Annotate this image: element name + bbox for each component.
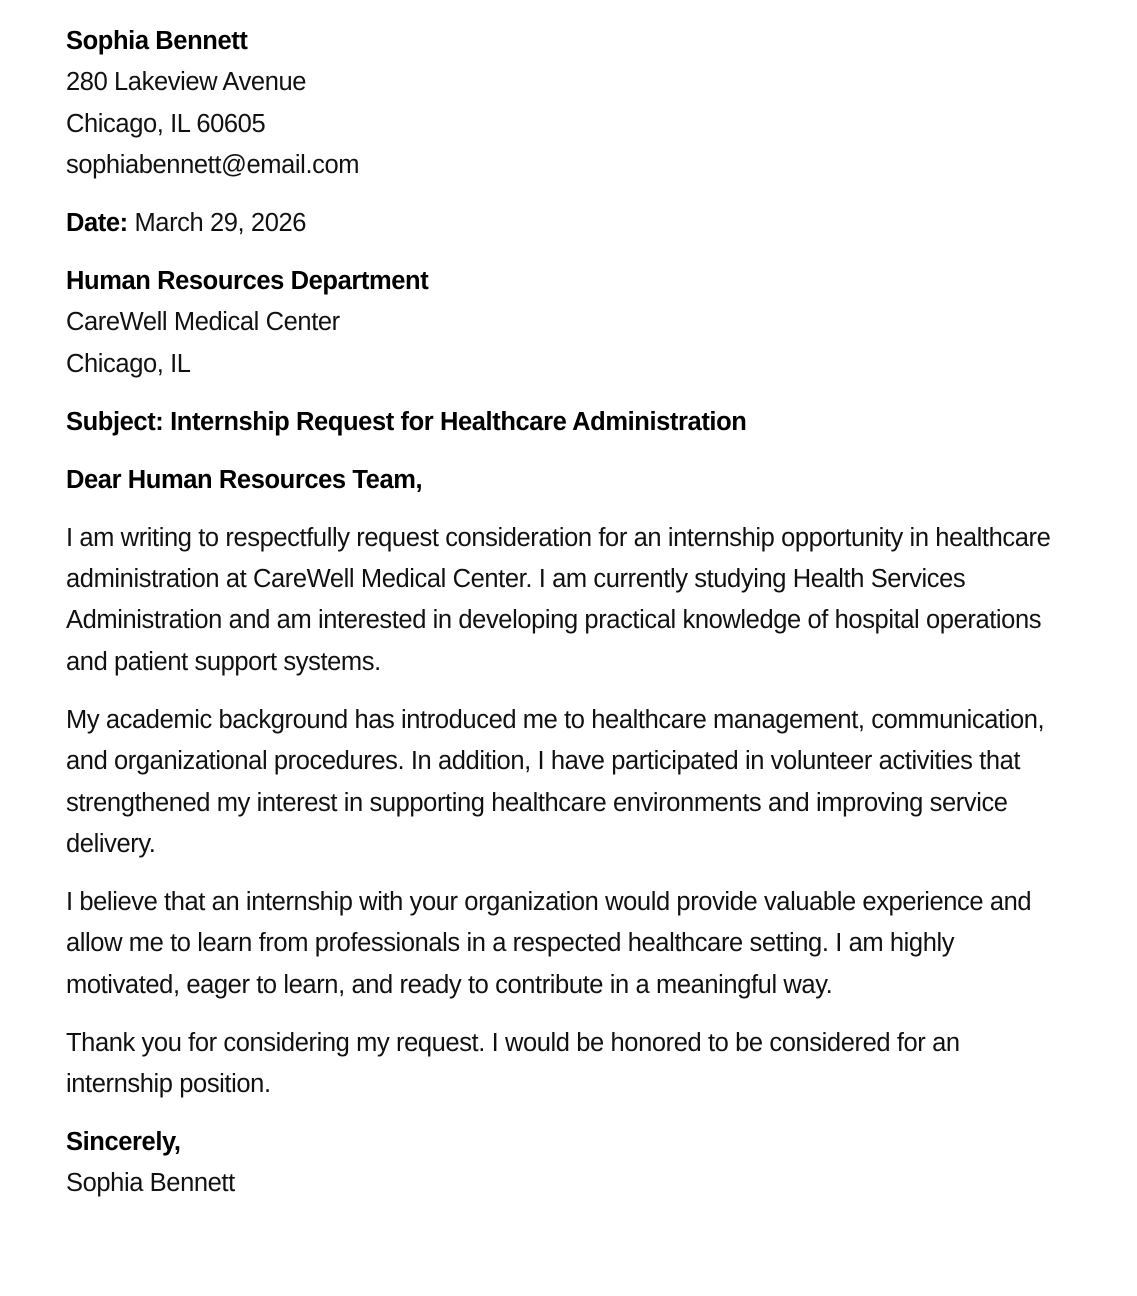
recipient-location: Chicago, IL — [66, 349, 191, 378]
body-paragraph-4: Thank you for considering my request. I would be honored to be considered for an internship position. — [66, 1028, 960, 1098]
signature-block — [66, 1122, 1067, 1205]
body-paragraph-2: My academic background has introduced me to healthcare management, communication, and organizational procedures. In addition, I have participated in volunteer activities that strengthened my interest in supporting healthcare environments and improving service delivery. — [66, 705, 1045, 858]
body-paragraph-1: I am writing to respectfully request consideration for an internship opportunity in healthcare administration at CareWell Medical Center. I am currently studying Health Services Administration and am interested in developing practical knowledge of hospital operations and patient support systems. — [66, 523, 1051, 676]
subject-line: Subject: Internship Request for Healthcare Administration — [66, 407, 747, 436]
sender-name: Sophia Bennett — [66, 27, 248, 55]
salutation: Dear Human Resources Team, — [66, 465, 423, 494]
body-paragraph-3: I believe that an internship with your organization would provide valuable experience and allow me to learn from professionals in a respected healthcare setting. I am highly motivated, eager to learn, and ready to contribute in a meaningful way. — [66, 887, 1032, 999]
closing: Sincerely, — [66, 1127, 181, 1156]
date-value: March 29, 2026 — [127, 209, 307, 238]
sender-email: sophiabennett@email.com — [66, 151, 360, 180]
signature-name: Sophia Bennett — [66, 1169, 235, 1198]
date-label: Date: — [66, 209, 128, 238]
sender-block — [66, 21, 1067, 187]
recipient-department: Human Resources Department — [66, 267, 429, 296]
sender-address-line1: 280 Lakeview Avenue — [66, 68, 307, 97]
recipient-organization: CareWell Medical Center — [66, 308, 340, 337]
recipient-block — [66, 261, 1067, 385]
date-line — [66, 203, 1067, 244]
sender-address-line2: Chicago, IL 60605 — [66, 109, 266, 138]
